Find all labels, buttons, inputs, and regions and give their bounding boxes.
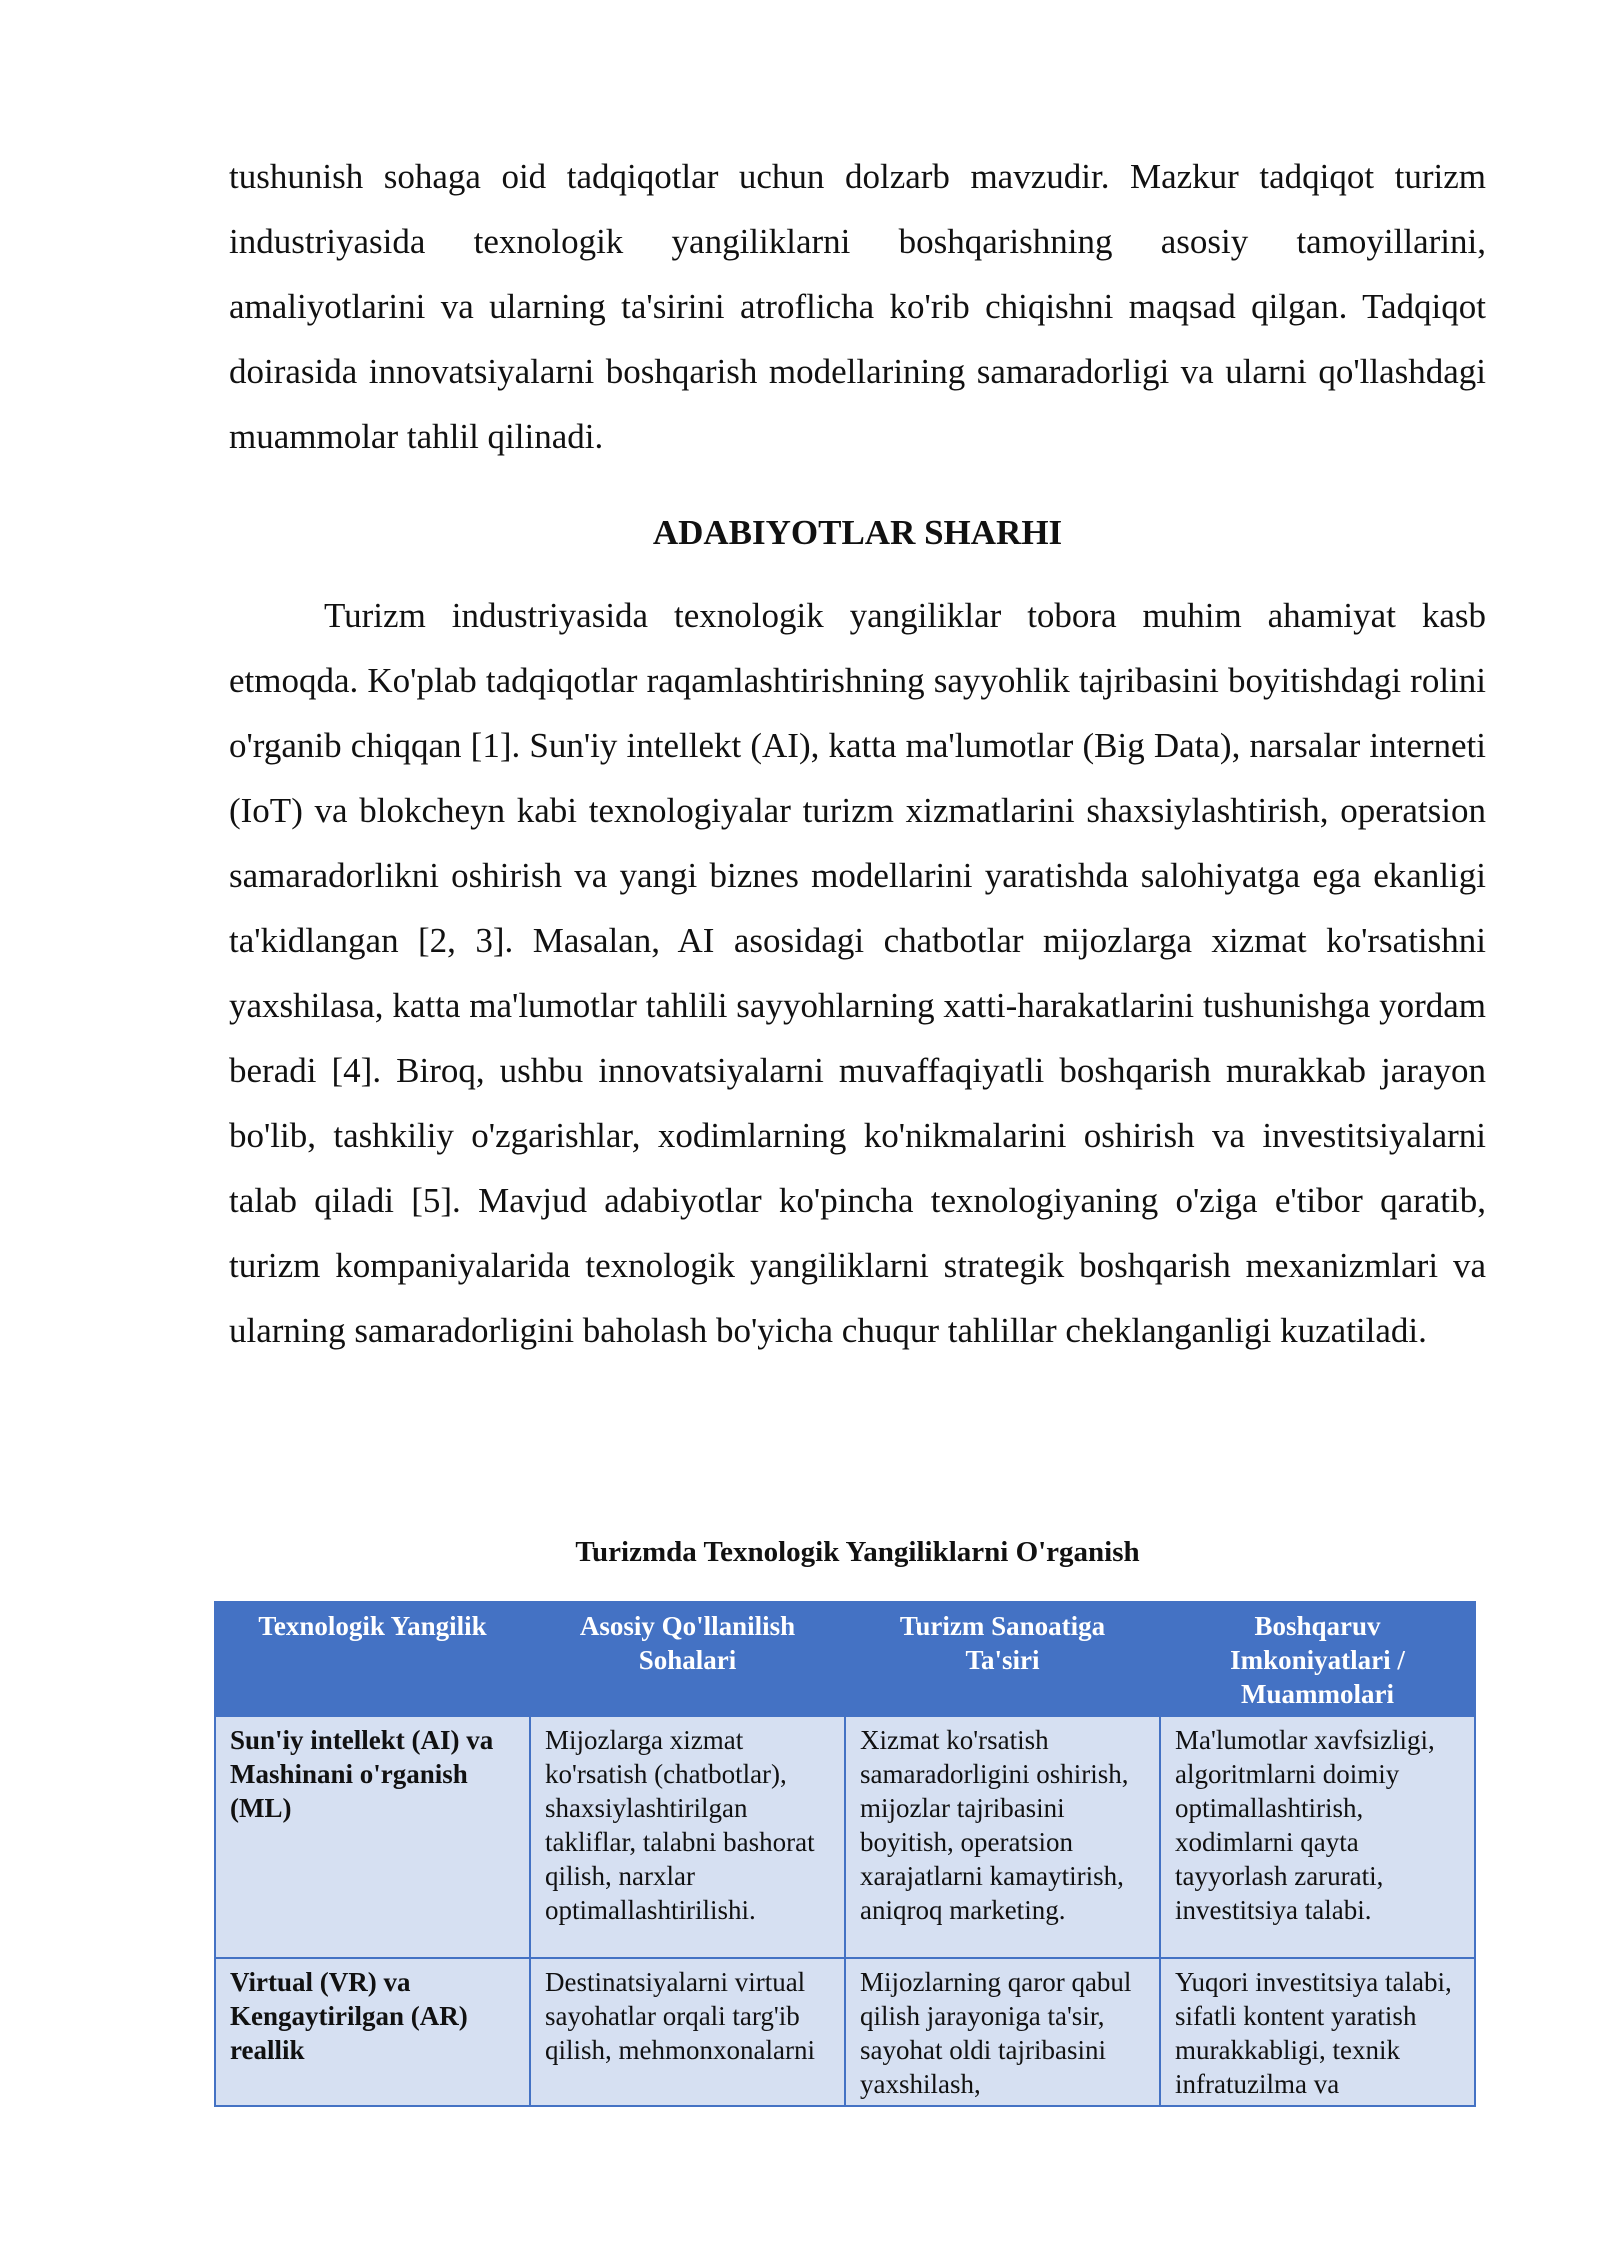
table-header-row xyxy=(215,1602,1475,1716)
table-cell-impact: Xizmat ko'rsatish samaradorligini oshirish, mijozlar tajribasini boyitish, operatsion xarajatlarni kamaytirish, aniqroq marketing. xyxy=(845,1716,1160,1958)
table-row xyxy=(215,1958,1475,2106)
intro-paragraph: tushunish sohaga oid tadqiqotlar uchun dolzarb mavzudir. Mazkur tadqiqot turizm industriyasida texnologik yangiliklarni boshqarishning asosiy tamoyillarini, amaliyotlarini va ularning ta'sirini atroflicha ko'rib chiqishni maqsad qilgan. Tadqiqot doirasida innovatsiyalarni boshqarish modellarining samaradorligi va ularni qo'llashdagi muammolar tahlil qilinadi. xyxy=(229,157,1486,456)
literature-paragraph: Turizm industriyasida texnologik yangiliklar tobora muhim ahamiyat kasb etmoqda. Ko'plab tadqiqotlar raqamlashtirishning sayyohlik tajribasini boyitishdagi rolini o'rganib chiqqan [1]. Sun'iy intellekt (AI), katta ma'lumotlar (Big Data), narsalar interneti (IoT) va blokcheyn kabi texnologiyalar turizm xizmatlarini shaxsiylashtirish, operatsion samaradorlikni oshirish va yangi biznes modellarini yaratishda salohiyatga ega ekanligi ta'kidlangan [2, 3]. Masalan, AI asosidagi chatbotlar mijozlarga xizmat ko'rsatishni yaxshilasa, katta ma'lumotlar tahlili sayyohlarning xatti-harakatlarini tushunishga yordam beradi [4]. Biroq, ushbu innovatsiyalarni muvaffaqiyatli boshqarish murakkab jarayon bo'lib, tashkiliy o'zgarishlar, xodimlarning ko'nikmalarini oshirish va investitsiyalarni talab qiladi [5]. Mavjud adabiyotlar ko'pincha texnologiyaning o'ziga e'tibor qaratib, turizm kompaniyalarida texnologik yangiliklarni strategik boshqarish mexanizmlari va ularning samaradorligini baholash bo'yicha chuqur tahlillar cheklanganligi kuzatiladi. xyxy=(229,596,1486,1350)
table-cell-management: Yuqori investitsiya talabi, sifatli kontent yaratish murakkabligi, texnik infratuzilma va xyxy=(1160,1958,1475,2106)
table-cell-technology: Sun'iy intellekt (AI) va Mashinani o'rganish (ML) xyxy=(215,1716,530,1958)
table-row xyxy=(215,1716,1475,1958)
header-industry-impact: Turizm Sanoatiga Ta'siri xyxy=(845,1602,1160,1716)
table-cell-impact: Mijozlarning qaror qabul qilish jarayoniga ta'sir, sayohat oldi tajribasini yaxshilash, xyxy=(845,1958,1160,2106)
header-management-issues: Boshqaruv Imkoniyatlari / Muammolari xyxy=(1160,1602,1475,1716)
table-cell-technology: Virtual (VR) va Kengaytirilgan (AR) reallik xyxy=(215,1958,530,2106)
table-caption: Turizmda Texnologik Yangiliklarni O'rganish xyxy=(575,1536,1140,1568)
technology-table xyxy=(214,1601,1476,2107)
header-technology: Texnologik Yangilik xyxy=(215,1602,530,1716)
header-application-areas: Asosiy Qo'llanilish Sohalari xyxy=(530,1602,845,1716)
table-cell-application: Mijozlarga xizmat ko'rsatish (chatbotlar), shaxsiylashtirilgan takliflar, talabni bashorat qilish, narxlar optimallashtirilishi. xyxy=(530,1716,845,1958)
table-cell-management: Ma'lumotlar xavfsizligi, algoritmlarni doimiy optimallashtirish, xodimlarni qayta tayyorlash zarurati, investitsiya talabi. xyxy=(1160,1716,1475,1958)
table-cell-application: Destinatsiyalarni virtual sayohatlar orqali targ'ib qilish, mehmonxonalarni xyxy=(530,1958,845,2106)
section-heading: ADABIYOTLAR SHARHI xyxy=(652,513,1063,552)
